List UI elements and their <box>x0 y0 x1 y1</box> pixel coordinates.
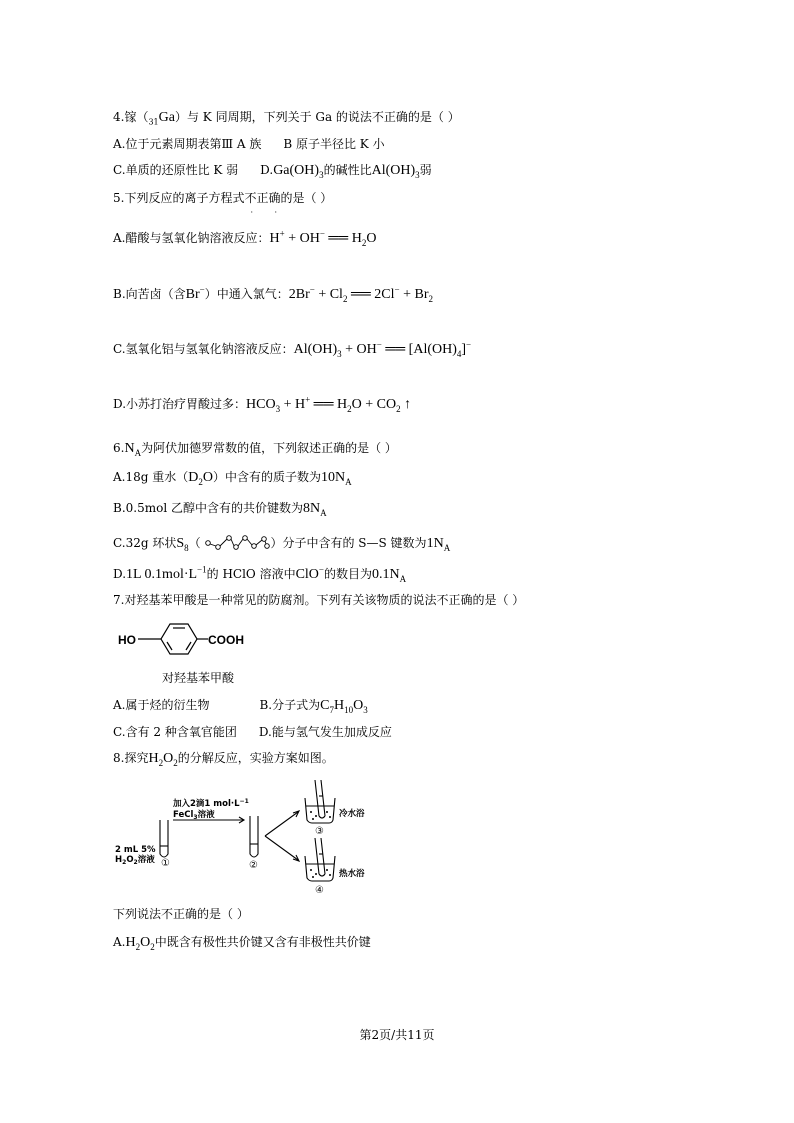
q4-stem: 4.镓$(_{31}Ga)$与 K 同周期，下列关于 Ga 的说法不正确的是（ ） <box>113 110 460 127</box>
fecl3-label: FeCl$_3$溶液 <box>173 810 215 821</box>
tube-1-number: ① <box>161 858 170 869</box>
beaker-3-number: ③ <box>315 826 324 837</box>
q6-option-b: B.0.5mol 乙醇中含有的共价键数为$8N_A$ <box>113 501 327 518</box>
start-solution-label: $H_2O_2$溶液 <box>115 855 155 866</box>
q8-option-a: $A.H_2O_2$中既含有极性共价键又含有非极性共价键 <box>113 935 371 952</box>
q7-option-d: D.能与氢气发生加成反应 <box>258 725 392 739</box>
s8-ring-icon <box>204 532 270 552</box>
q5-option-c: C.氢氧化铝与氢氧化钠溶液反应：$Al(OH)_3 + OH^-$ ══ $[Al(OH)_4]^-$ <box>113 339 472 359</box>
start-volume-label: 2 mL 5% <box>115 845 156 855</box>
q7-option-a: A.属于烃的衍生物 <box>113 698 210 712</box>
q7-structure-caption: 对羟基苯甲酸 <box>162 671 235 685</box>
q5-option-a: A.醋酸与氢氧化钠溶液反应：H+ + OH− ══ $H_2O$ <box>113 228 377 248</box>
emphasis-not-correct: 不正确 · · <box>244 191 281 217</box>
page-footer: 第2页/共11页 <box>359 1028 435 1042</box>
q5-option-b: B.向苦卤（含Br−）中通入氯气：$2Br^- + Cl_2$ ══ $2Cl^- + Br_2$ <box>113 284 433 304</box>
q7-options-cd <box>113 724 392 740</box>
q5-option-d: D.小苏打治疗胃酸过多：$HCO_3 + H^+$ ══ $H_2O + CO_2$ ↑ <box>113 394 412 414</box>
q8-prompt: 下列说法不正确的是（ ） <box>113 907 249 921</box>
q4-option-c: C.单质的还原性比 K 弱 <box>113 163 239 177</box>
q4-option-a: A.位于元素周期表第Ⅲ A 族 <box>113 137 262 151</box>
cooh-label: COOH <box>208 633 244 647</box>
q8-experiment-diagram <box>113 776 373 898</box>
q5-stem: 5.下列反应的离子方程式不正确 · · 的是（ ） <box>113 191 333 217</box>
p-hydroxybenzoic-acid-structure <box>118 618 258 660</box>
q7-stem: 7.对羟基苯甲酸是一种常见的防腐剂。下列有关该物质的说法不正确的是（ ） <box>113 593 525 607</box>
hot-bath-label: 热水浴 <box>339 869 365 879</box>
q6-stem: $6.N_A$为阿伏加德罗常数的值，下列叙述正确的是（ ） <box>113 441 397 458</box>
q7-options-ab: A.属于烃的衍生物 B.分子式为$C_7H_{10}O_3$ <box>113 698 368 715</box>
q4-options-ab <box>113 136 385 152</box>
q6-option-c: C.32g 环状$S_8$（ ）分子中含有的 S—S 键数为$1N_A$ <box>113 532 450 552</box>
q7-option-c: C.含有 2 种含氧官能团 <box>113 725 237 739</box>
q6-option-a: A.18g 重水$(D_2O)$中含有的质子数为$10N_A$ <box>113 470 352 487</box>
q4-option-b: B 原子半径比 K 小 <box>283 137 385 151</box>
q8-stem: 8.探究$H_2O_2$的分解反应，实验方案如图。 <box>113 751 334 768</box>
cold-bath-label: 冷水浴 <box>339 809 365 819</box>
q4-options-cd: C.单质的还原性比 K 弱 $D.Ga(OH)_3$的碱性比$Al(OH)_3$弱 <box>113 163 432 180</box>
beaker-4-number: ④ <box>315 885 324 896</box>
tube-2-number: ② <box>249 860 258 871</box>
q6-option-d: D.1L $0.1mol\cdot L^{-1}$的 HClO 溶液中ClO−的数目为$0.1N_A$ <box>113 564 407 584</box>
ho-label: HO <box>118 633 136 647</box>
add-reagent-label: 加入2滴1 $mol\cdot L^{-1}$ <box>173 798 249 809</box>
